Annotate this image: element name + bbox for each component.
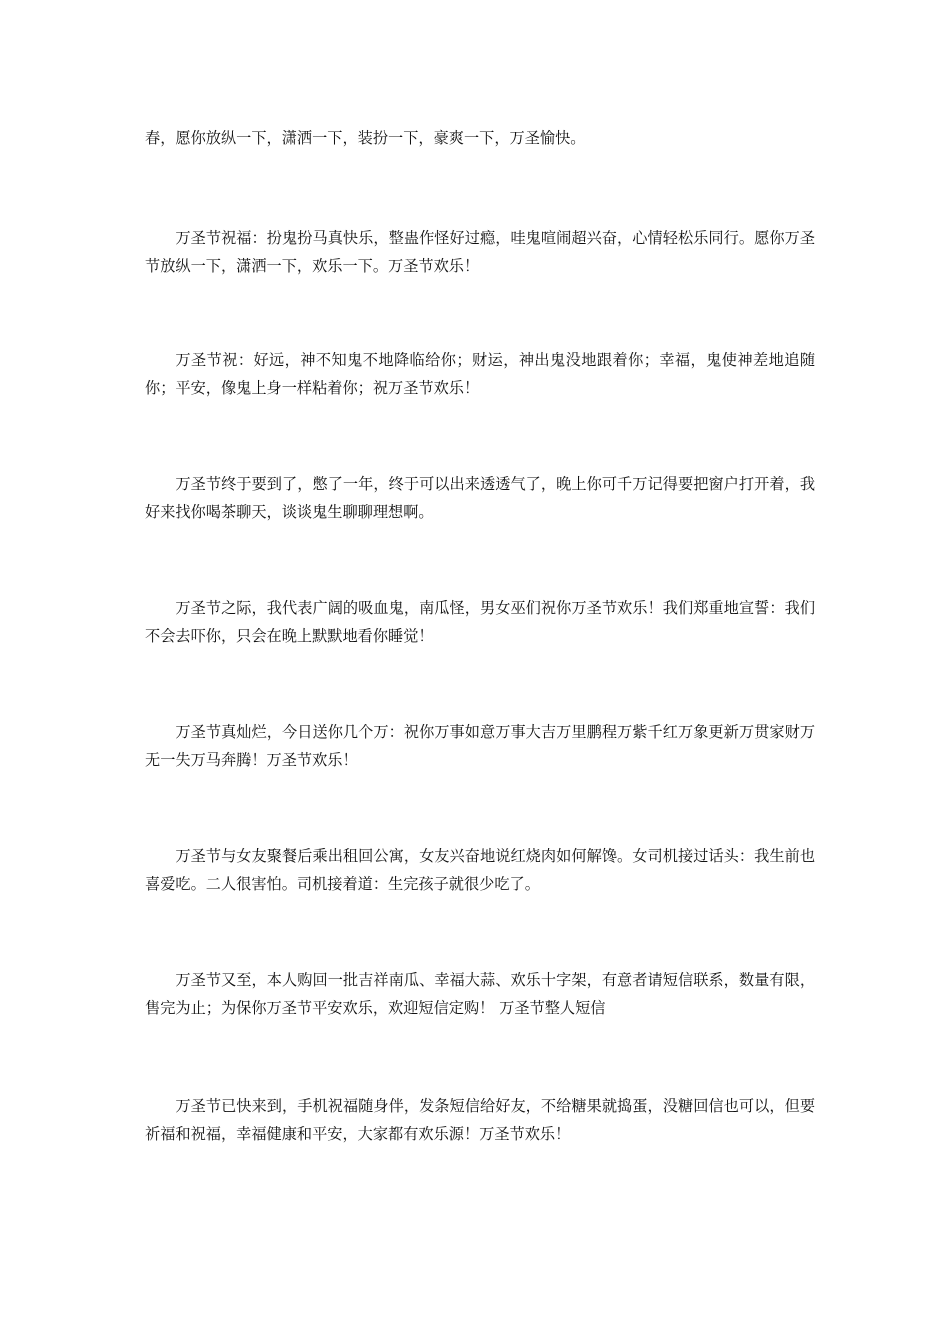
paragraph-2: 万圣节祝福：扮鬼扮马真快乐，整蛊作怪好过瘾，哇鬼喧闹超兴奋，心情轻松乐同行。愿你万圣节放纵一下，潇洒一下，欢乐一下。万圣节欢乐！	[145, 229, 815, 275]
paragraph-1: 春，愿你放纵一下，潇洒一下，装扮一下，豪爽一下，万圣愉快。	[145, 129, 586, 147]
paragraph-4: 万圣节终于要到了，憋了一年，终于可以出来透透气了，晚上你可千万记得要把窗户打开着，我好来找你喝茶聊天，谈谈鬼生聊聊理想啊。	[145, 475, 815, 521]
paragraph-5: 万圣节之际，我代表广阔的吸血鬼，南瓜怪，男女巫们祝你万圣节欢乐！我们郑重地宣誓：我们不会去吓你，只会在晚上默默地看你睡觉！	[145, 599, 815, 645]
paragraph-6: 万圣节真灿烂，今日送你几个万：祝你万事如意万事大吉万里鹏程万紫千红万象更新万贯家财万无一失万马奔腾！万圣节欢乐！	[145, 723, 815, 769]
paragraph-7: 万圣节与女友聚餐后乘出租回公寓，女友兴奋地说红烧肉如何解馋。女司机接过话头：我生前也喜爱吃。二人很害怕。司机接着道：生完孩子就很少吃了。	[145, 847, 815, 893]
paragraph-3: 万圣节祝：好远，神不知鬼不地降临给你；财运，神出鬼没地跟着你；幸福，鬼使神差地追随你；平安，像鬼上身一样粘着你；祝万圣节欢乐！	[145, 351, 815, 397]
paragraph-9: 万圣节已快来到，手机祝福随身伴，发条短信给好友，不给糖果就捣蛋，没糖回信也可以，但要祈福和祝福，幸福健康和平安，大家都有欢乐源！万圣节欢乐！	[145, 1097, 815, 1143]
paragraph-8: 万圣节又至，本人购回一批吉祥南瓜、幸福大蒜、欢乐十字架，有意者请短信联系，数量有限，售完为止；为保你万圣节平安欢乐，欢迎短信定购！ 万圣节整人短信	[145, 971, 815, 1017]
